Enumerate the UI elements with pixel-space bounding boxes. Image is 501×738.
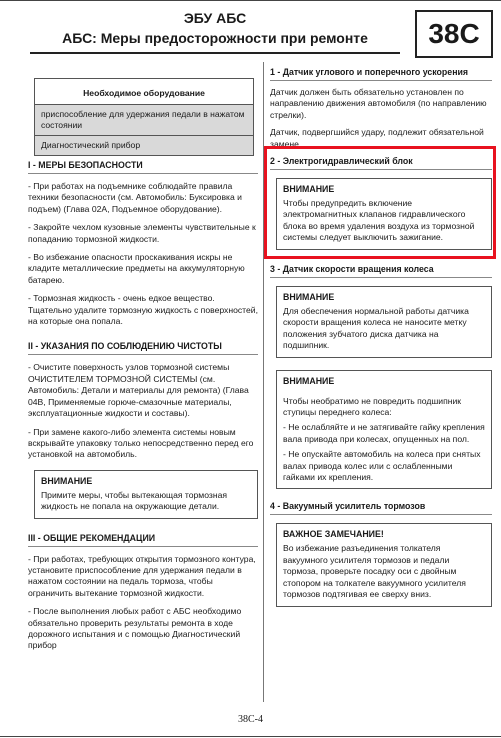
heading-wheel-speed-sensor: 3 - Датчик скорости вращения колеса	[270, 264, 434, 274]
left-column	[28, 160, 258, 652]
equipment-table	[34, 78, 254, 156]
general-paragraph: - При работах, требующих открытия тормозного контура, установите приспособление для удержания педали в нажатом состоянии на педаль тормоза, чтобы ограничить вытекание тормозной жидкости.	[28, 553, 256, 598]
sensor-paragraph: Датчик должен быть обязательно установлен по направлению движения автомобиля (по направлению стрелки).	[270, 87, 487, 120]
page-subtitle: АБС: Меры предосторожности при ремонте	[62, 30, 368, 46]
warning-note-title: ВНИМАНИЕ	[283, 292, 335, 302]
page-number: 38C-4	[238, 714, 263, 725]
sensor-paragraph: Датчик, подвергшийся удару, подлежит обязательной замене.	[270, 127, 484, 149]
warning-note-title: ВНИМАНИЕ	[283, 375, 335, 386]
equipment-row: приспособление для удержания педали в нажатом состоянии	[35, 105, 253, 136]
section-code-badge: 38C	[415, 10, 493, 58]
booster-important-note	[276, 523, 492, 606]
wheel-sensor-warning-note	[276, 286, 492, 358]
heading-brake-booster: 4 - Вакуумный усилитель тормозов	[270, 501, 426, 512]
hydraulic-warning-note	[276, 178, 492, 250]
header-rule	[30, 52, 400, 54]
section-heading-cleanliness: II - УКАЗАНИЯ ПО СОБЛЮДЕНИЮ ЧИСТОТЫ	[28, 341, 222, 352]
important-note-text: Во избежание разъединения толкателя вакуумного усилителя тормозов и педали тормоза, проверьте посадку оси с двойным стопором на толкателе вакуумного усилителя тормозов подтягивая ее сверху вниз.	[283, 543, 466, 600]
page-title: ЭБУ АБС	[183, 10, 247, 26]
bottom-border	[0, 736, 501, 737]
warning-note-text: Для обеспечения нормальной работы датчика скорости вращения колеса не наносите метку положения зубчатого диска датчика на подшипник.	[283, 306, 469, 351]
warning-note-text: Примите меры, чтобы вытекающая тормозная жидкость не попала на окружающие детали.	[41, 489, 228, 512]
heading-acceleration-sensor: 1 - Датчик углового и поперечного ускорения	[270, 67, 469, 77]
warning-note-title: ВНИМАНИЕ	[41, 475, 93, 486]
cleanliness-paragraph: - Очистите поверхность узлов тормозной системы ОЧИСТИТЕЛЕМ ТОРМОЗНОЙ СИСТЕМЫ (см. Автомобиль: Детали и материалы для ремонта) (Глава 04В, Применяемые горюче-смазочные материалы, эксплуатационные жидкости и составы).	[28, 362, 249, 419]
warning-note-title: ВНИМАНИЕ	[283, 184, 335, 194]
right-column	[270, 67, 492, 150]
right-column-block3	[270, 264, 492, 607]
cleanliness-paragraph: - При замене какого-либо элемента системы новым вскрывайте упаковку только непосредственно перед его установкой на автомобиль.	[28, 426, 254, 460]
safety-paragraph: - При работах на подъемнике соблюдайте правила техники безопасности (см. Автомобиль: Буксировка и подъем) (Глава 02А, Подъемное оборудование).	[28, 181, 242, 214]
top-border	[0, 0, 501, 1]
right-column-block2	[270, 156, 492, 250]
safety-paragraph: - Во избежание опасности проскакивания искры не кладите металлические предметы на аккумуляторную батарею.	[28, 252, 245, 285]
general-paragraph: - После выполнения любых работ с АБС необходимо обязательно проверить результаты ремонта в ходе дорожного испытания и с помощью Диагностический прибор	[28, 606, 242, 651]
warning-note-text: Чтобы предупредить включение электромагнитных клапанов гидравлического блока во время удаления воздуха из тормозной системы следует выключить зажигание.	[283, 198, 475, 243]
warning-note	[34, 470, 258, 519]
warning-note-text: Чтобы необратимо не повредить подшипник ступицы переднего колеса:	[283, 395, 462, 418]
bearing-warning-note	[276, 370, 492, 490]
heading-hydraulic-unit: 2 - Электрогидравлический блок	[270, 156, 413, 166]
warning-bullet: - Не ослабляйте и не затягивайте гайку крепления вала привода при колесах, опущенных на пол.	[283, 422, 485, 444]
section-heading-general: III - ОБЩИЕ РЕКОМЕНДАЦИИ	[28, 532, 156, 543]
equipment-row: Диагностический прибор	[35, 136, 253, 155]
warning-bullet: - Не опускайте автомобиль на колеса при снятых валах привода колес или с ослабленными гайками их крепления.	[283, 449, 481, 483]
safety-paragraph: - Закройте чехлом кузовные элементы чувствительные к попаданию тормозной жидкости.	[28, 222, 256, 244]
equipment-heading: Необходимое оборудование	[35, 79, 253, 105]
important-note-title: ВАЖНОЕ ЗАМЕЧАНИЕ!	[283, 529, 384, 540]
section-heading-safety: I - МЕРЫ БЕЗОПАСНОСТИ	[28, 160, 143, 170]
safety-paragraph: - Тормозная жидкость - очень едкое вещество. Тщательно удалите тормозную жидкость с поверхностей, на которые она попала.	[28, 293, 258, 327]
